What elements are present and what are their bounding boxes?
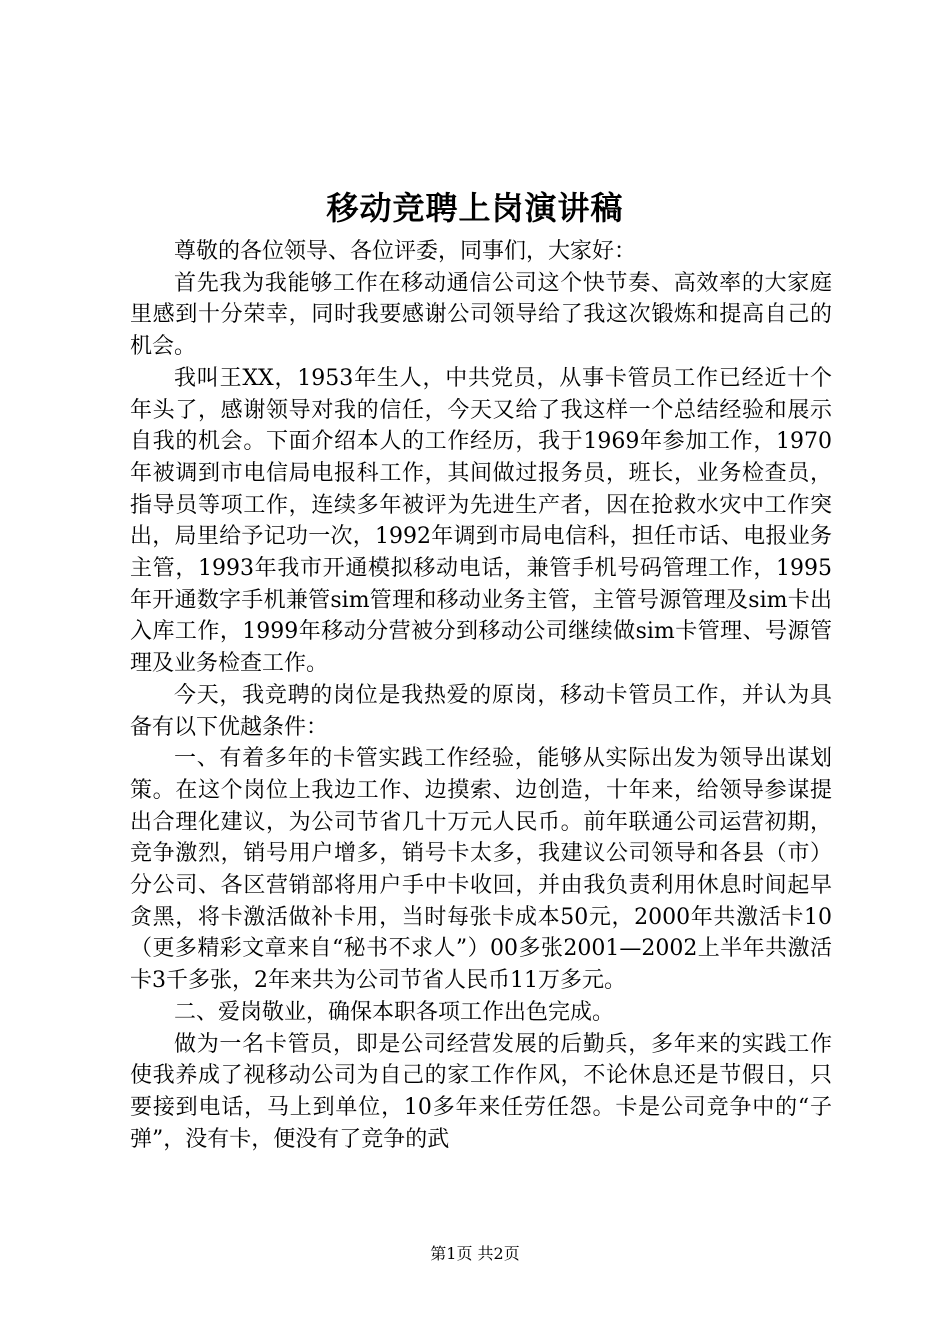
paragraph-position: 今天，我竞聘的岗位是我热爱的原岗，移动卡管员工作，并认为具备有以下优越条件： xyxy=(130,682,832,740)
document-title: 移动竞聘上岗演讲稿 xyxy=(326,189,624,227)
document-body xyxy=(130,236,832,1155)
paragraph-point-one: 一、有着多年的卡管实践工作经验，能够从实际出发为领导出谋划策。在这个岗位上我边工作、边摸索、边创造，十年来，给领导参谋提出合理化建议，为公司节省几十万元人民币。前年联通公司运营初期，竞争激烈，销号用户增多，销号卡太多，我建议公司领导和各县（市）分公司、各区营销部将用户手中卡收回，并由我负责利用休息时间起早贪黑，将卡激活做补卡用，当时每张卡成本50元，2000年共激活卡10（更多精彩文章来自“秘书不求人”）00多张2001—2002上半年共激活卡3千多张，2年来共为公司节省人民币11万多元。 xyxy=(130,746,832,994)
page-number-footer: 第1页 共2页 xyxy=(430,1244,520,1263)
paragraph-background: 我叫王XX，1953年生人，中共党员，从事卡管员工作已经近十个年头了，感谢领导对我的信任，今天又给了我这样一个总结经验和展示自我的机会。下面介绍本人的工作经历，我于1969年参加工作，1970年被调到市电信局电报科工作，其间做过报务员，班长，业务检查员，指导员等项工作，连续多年被评为先进生产者，因在抢救水灾中工作突出，局里给予记功一次，1992年调到市局电信科，担任市话、电报业务主管，1993年我市开通模拟移动电话，兼管手机号码管理工作，1995年开通数字手机兼管sim管理和移动业务主管，主管号源管理及sim卡出入库工作，1999年移动分营被分到移动公司继续做sim卡管理、号源管理及业务检查工作。 xyxy=(130,365,832,677)
paragraph-point-two-heading: 二、爱岗敬业，确保本职各项工作出色完成。 xyxy=(174,999,615,1025)
paragraph-greeting: 尊敬的各位领导、各位评委，同事们，大家好： xyxy=(174,239,637,264)
paragraph-point-two-body: 做为一名卡管员，即是公司经营发展的后勤兵，多年来的实践工作使我养成了视移动公司为自己的家工作作风，不论休息还是节假日，只要接到电话，马上到单位，10多年来任劳任怨。卡是公司竞争中的“子弹”，没有卡，便没有了竞争的武 xyxy=(130,1031,832,1152)
paragraph-intro: 首先我为我能够工作在移动通信公司这个快节奏、高效率的大家庭里感到十分荣幸，同时我要感谢公司领导给了我这次锻炼和提高自己的机会。 xyxy=(130,270,832,360)
